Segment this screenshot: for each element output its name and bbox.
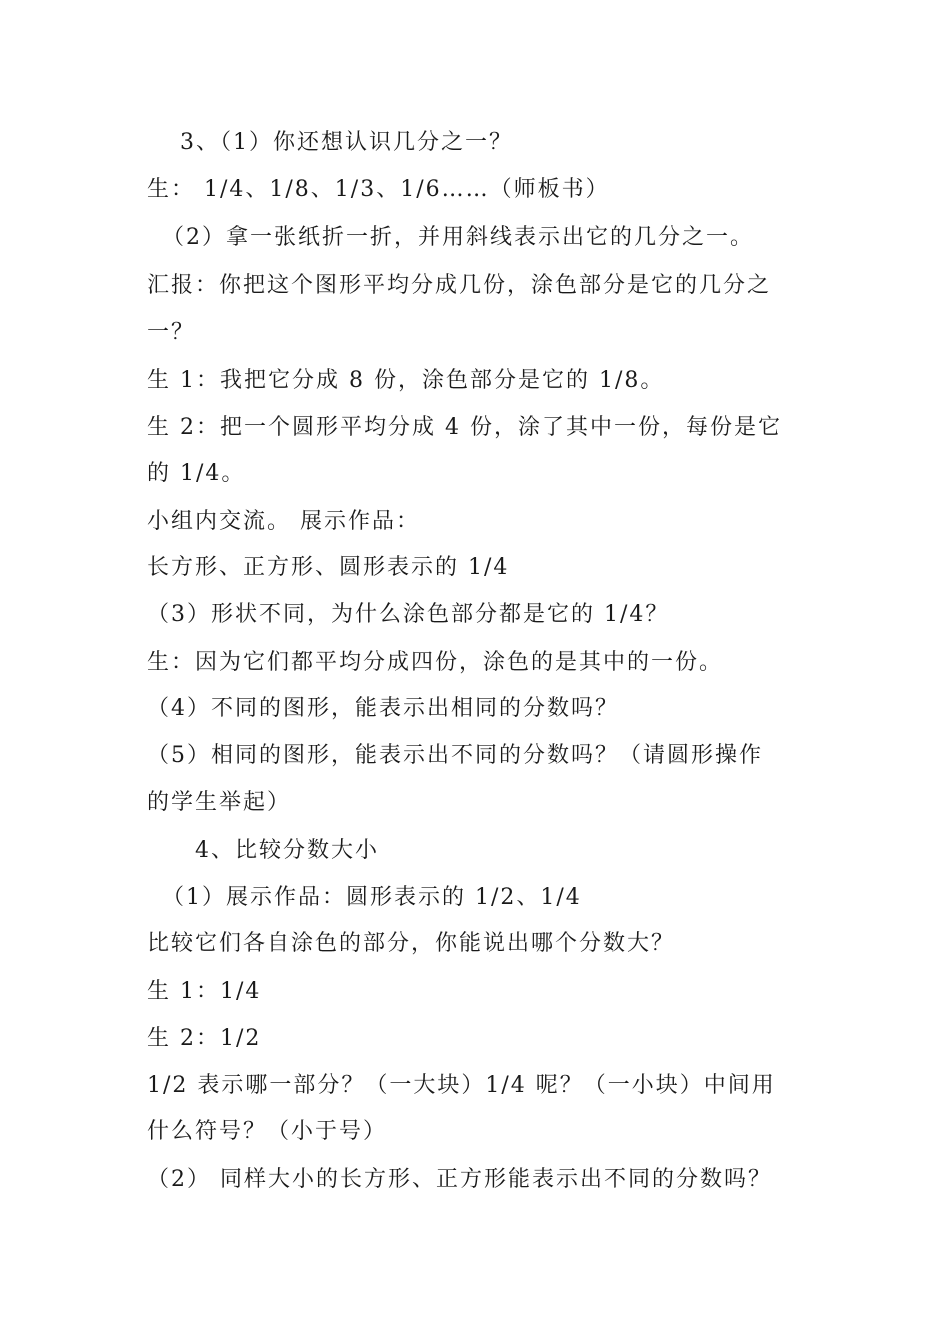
- item-4-question-2: （2） 同样大小的长方形、正方形能表示出不同的分数吗？: [147, 1167, 772, 1192]
- question-4: （4）不同的图形，能表示出相同的分数吗？: [147, 696, 619, 721]
- student-2-half: 生 2：1/2: [147, 1026, 262, 1051]
- student-answer-fractions: 生： 1/4、1/8、1/3、1/6……（师板书）: [147, 177, 610, 202]
- group-exchange: 小组内交流。 展示作品：: [147, 509, 420, 534]
- question-3: （3）形状不同，为什么涂色部分都是它的 1/4？: [147, 602, 670, 627]
- student-1-quarter: 生 1：1/4: [147, 979, 262, 1004]
- shapes-quarter: 长方形、正方形、圆形表示的 1/4: [147, 555, 510, 580]
- question-5: （5）相同的图形，能表示出不同的分数吗？（请圆形操作: [147, 743, 763, 768]
- item-4-heading: 4、比较分数大小: [195, 838, 379, 863]
- half-quarter-question: 1/2 表示哪一部分？（一大块）1/4 呢？（一小块）中间用: [147, 1073, 776, 1098]
- report-question-continued: 一？: [147, 320, 196, 345]
- question-2-fold-paper: （2）拿一张纸折一折，并用斜线表示出它的几分之一。: [162, 225, 754, 250]
- student-1-answer: 生 1：我把它分成 8 份，涂色部分是它的 1/8。: [147, 368, 665, 393]
- student-2-answer: 生 2：把一个圆形平均分成 4 份，涂了其中一份，每份是它: [147, 415, 782, 440]
- compare-question: 比较它们各自涂色的部分，你能说出哪个分数大？: [147, 931, 676, 956]
- student-answer-3: 生：因为它们都平均分成四份，涂色的是其中的一份。: [147, 650, 724, 675]
- question-5-continued: 的学生举起）: [147, 790, 292, 815]
- student-2-answer-continued: 的 1/4。: [147, 461, 246, 486]
- item-3-question-1: 3、（1）你还想认识几分之一？: [180, 130, 513, 155]
- report-question: 汇报：你把这个图形平均分成几份，涂色部分是它的几分之: [147, 273, 772, 298]
- half-quarter-question-continued: 什么符号？（小于号）: [147, 1119, 388, 1144]
- item-4-question-1: （1）展示作品：圆形表示的 1/2、1/4: [162, 885, 582, 910]
